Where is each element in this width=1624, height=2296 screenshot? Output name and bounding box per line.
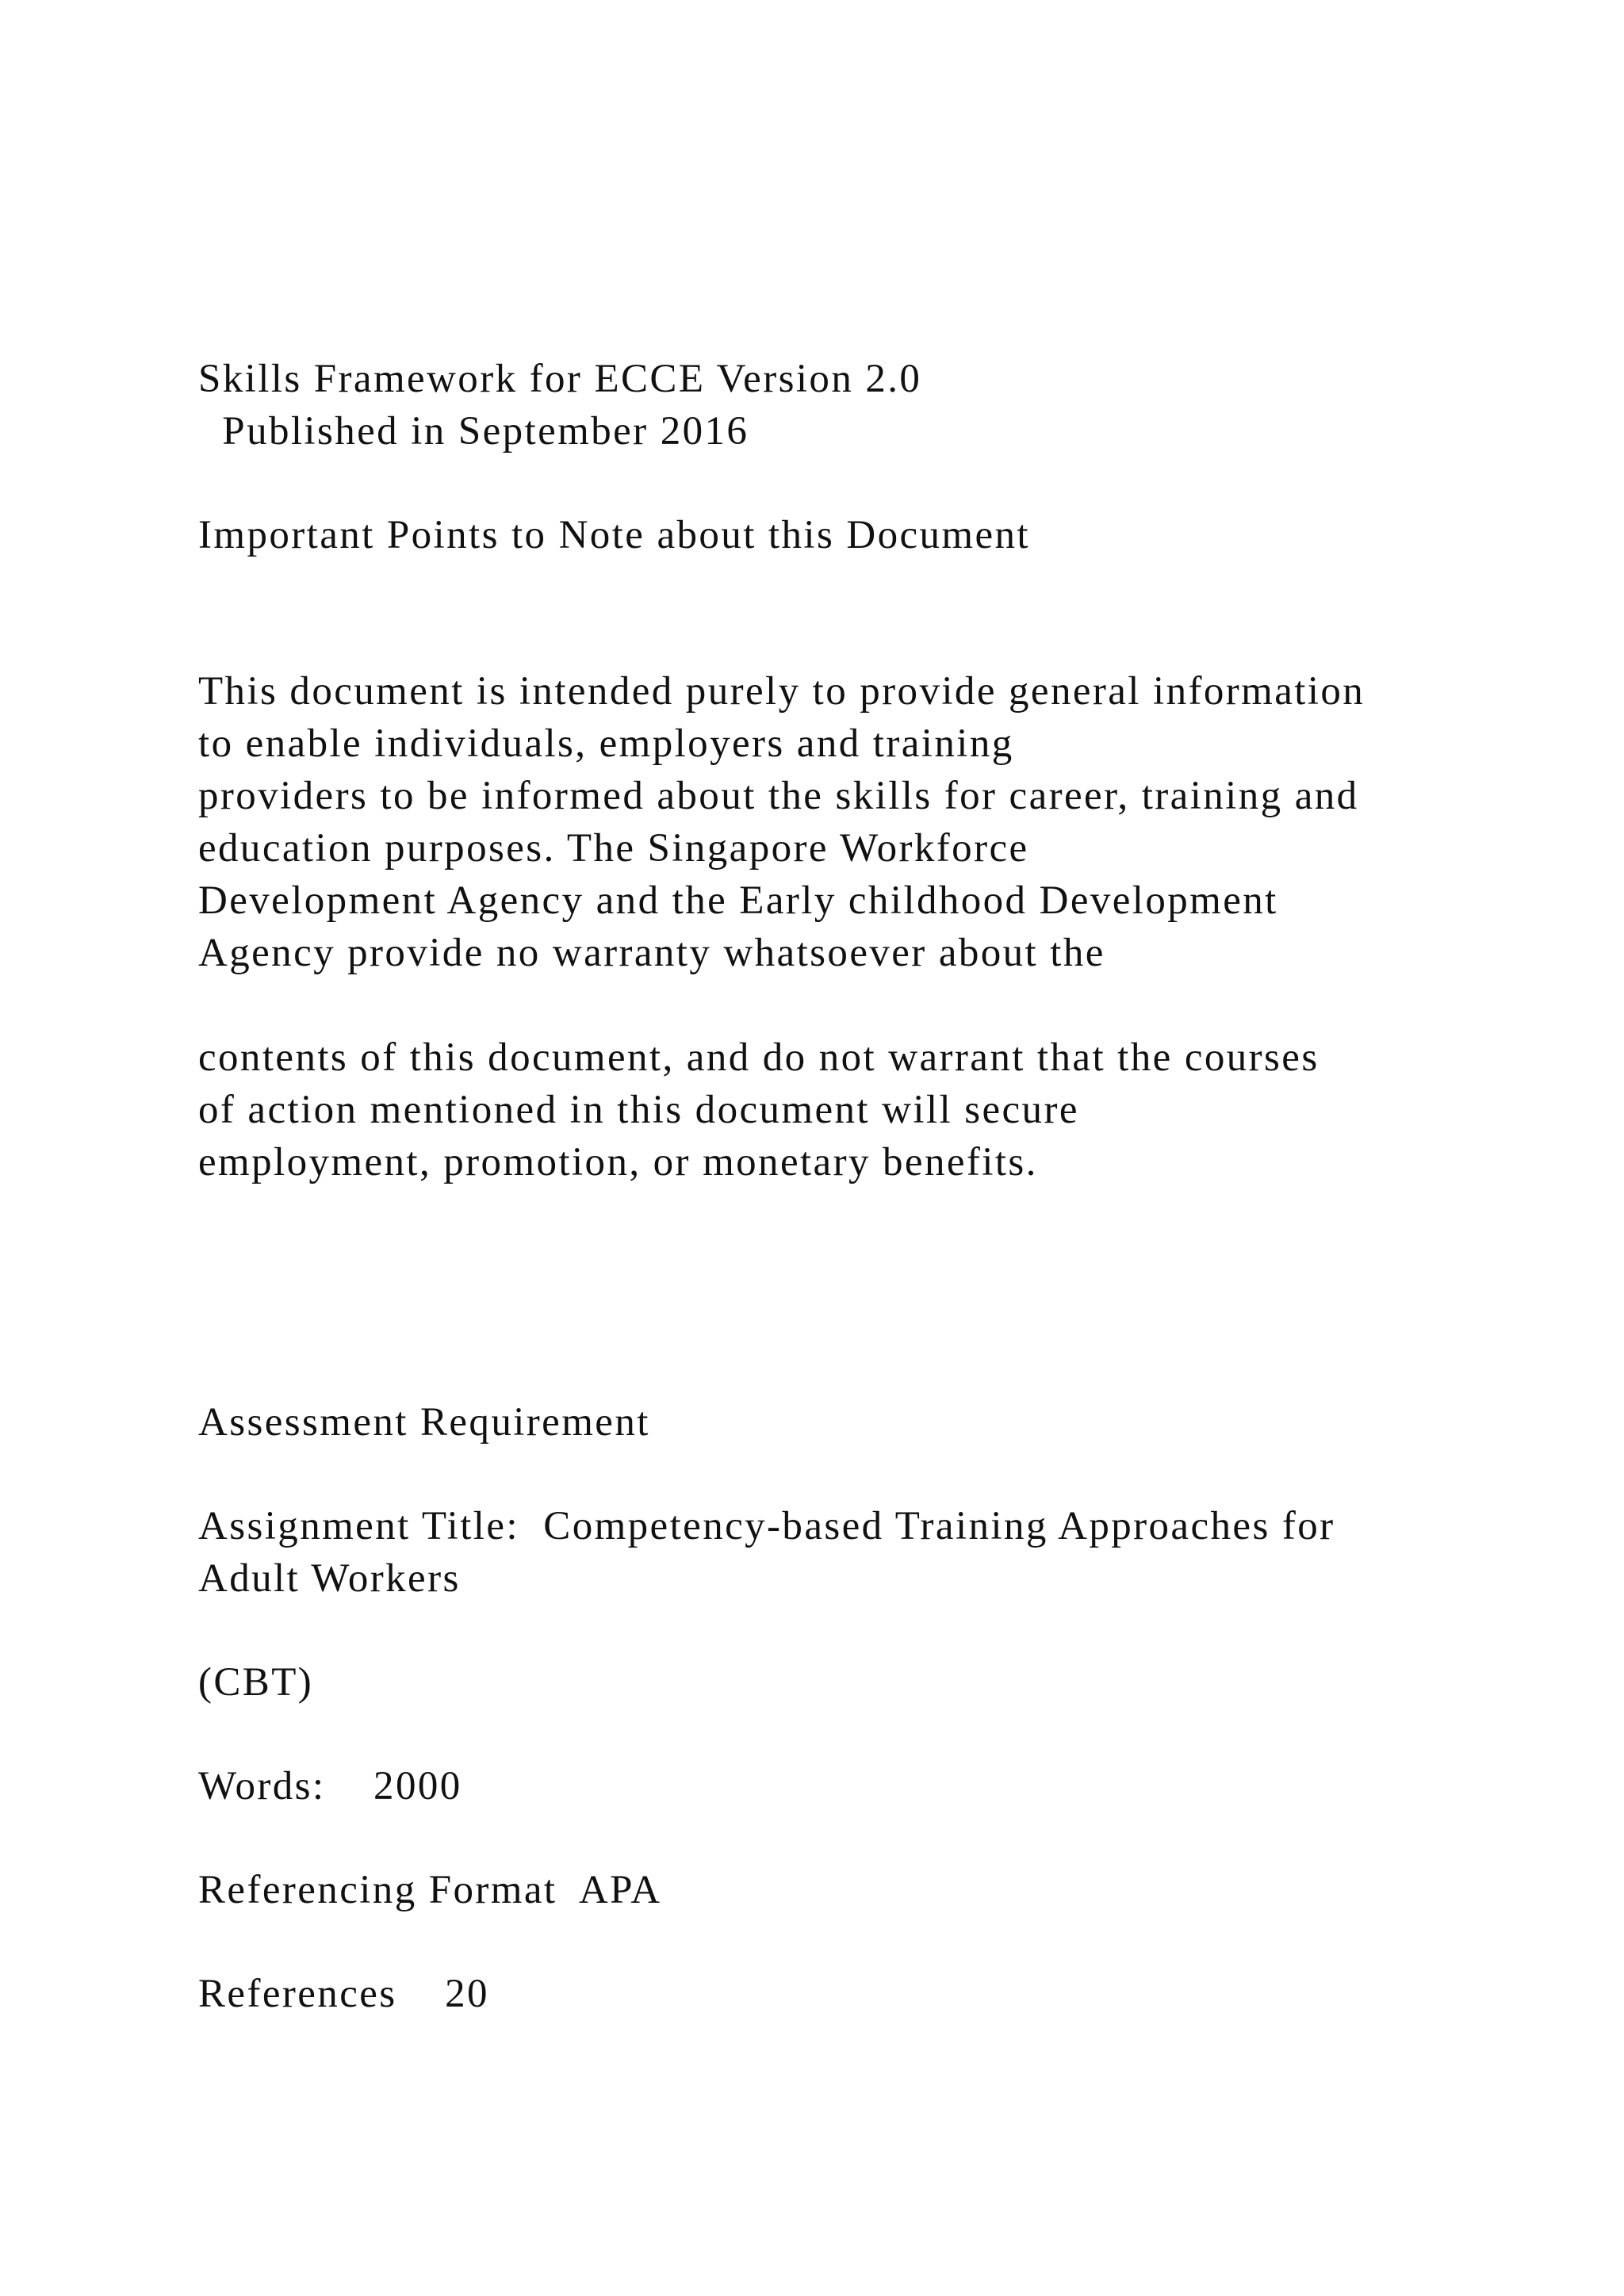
notice-paragraph-line: Agency provide no warranty whatsoever about the — [198, 931, 1105, 975]
notice-paragraph-line: to enable individuals, employers and training — [198, 721, 1014, 766]
word-count: Words: 2000 — [198, 1764, 462, 1808]
notice-paragraph-line: employment, promotion, or monetary benefits. — [198, 1140, 1038, 1184]
assignment-abbreviation: (CBT) — [198, 1660, 314, 1705]
notice-paragraph-line: of action mentioned in this document will secure — [198, 1088, 1079, 1132]
referencing-format: Referencing Format APA — [198, 1868, 662, 1912]
notice-paragraph-line: contents of this document, and do not warrant that the courses — [198, 1035, 1320, 1080]
published-date: Published in September 2016 — [198, 409, 749, 453]
notice-heading: Important Points to Note about this Document — [198, 513, 1031, 557]
notice-paragraph-line: providers to be informed about the skills for career, training and — [198, 774, 1359, 818]
assessment-heading: Assessment Requirement — [198, 1400, 650, 1445]
assignment-title-line: Assignment Title: Competency-based Training Approaches for — [198, 1504, 1335, 1548]
assignment-title-line: Adult Workers — [198, 1556, 461, 1601]
document-title: Skills Framework for ECCE Version 2.0 — [198, 357, 922, 401]
notice-paragraph-line: Development Agency and the Early childhood Development — [198, 878, 1278, 923]
notice-paragraph-line: This document is intended purely to provide general information — [198, 669, 1365, 714]
references-count: References 20 — [198, 1972, 489, 2016]
notice-paragraph-line: education purposes. The Singapore Workforce — [198, 826, 1029, 871]
